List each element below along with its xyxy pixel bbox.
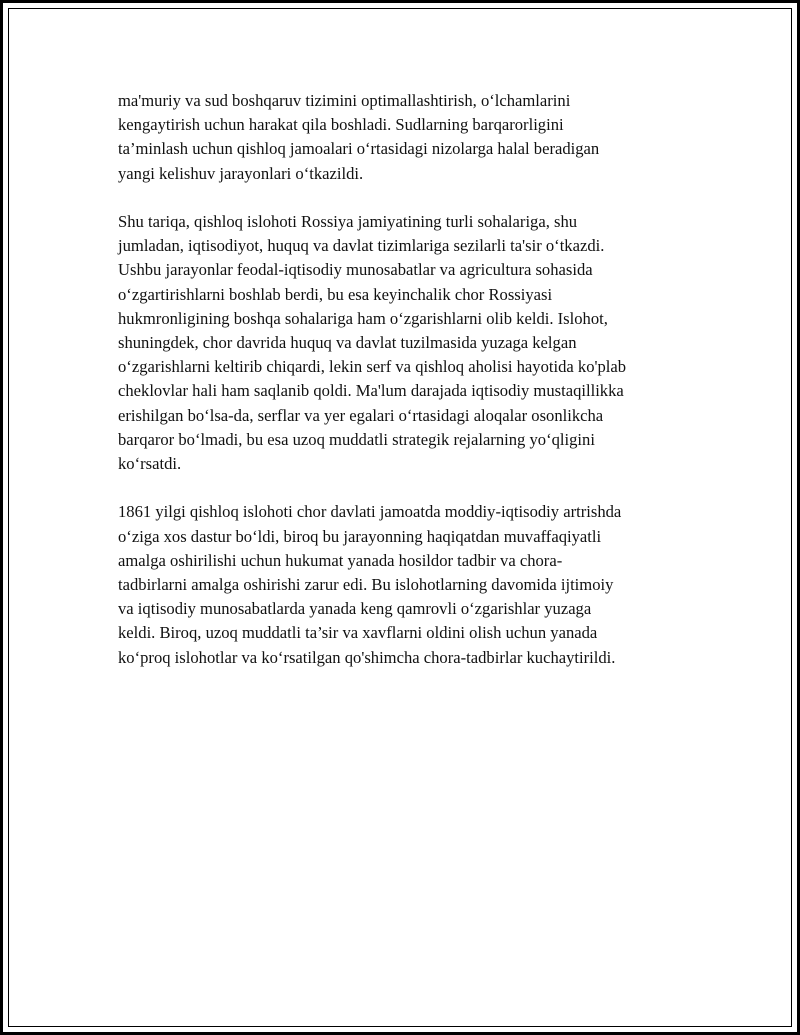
- text-line: va iqtisodiy munosabatlarda yanada keng qamrovli o‘zgarishlar yuzaga: [118, 599, 592, 619]
- text-line: yangi kelishuv jarayonlari o‘tkazildi.: [118, 163, 364, 183]
- text-line: Shu tariqa, qishloq islohoti Rossiya jamiyatining turli sohalariga, shu: [118, 212, 578, 231]
- text-line: barqaror bo‘lmadi, bu esa uzoq muddatli strategik rejalarning yo‘qligini: [118, 429, 595, 449]
- text-line: amalga oshirilishi uchun hukumat yanada hosildor tadbir va chora-: [118, 550, 563, 570]
- text-line: jumladan, iqtisodiyot, huquq va davlat tizimlariga sezilarli ta'sir o‘tkazdi.: [118, 236, 605, 256]
- text-line: erishilgan bo‘lsa-da, serflar va yer egalari o‘rtasidagi aloqalar osonlikcha: [118, 405, 604, 425]
- text-line: ta’minlash uchun qishloq jamoalari o‘rtasidagi nizolarga halal beradigan: [118, 139, 600, 159]
- text-line: tadbirlarni amalga oshirishi zarur edi. Bu islohotlarning davomida ijtimoiy: [118, 575, 614, 595]
- text-line: keldi. Biroq, uzoq muddatli ta’sir va xavflarni oldini olish uchun yanada: [118, 623, 598, 643]
- document-body: [118, 89, 698, 694]
- text-line: kengaytirish uchun harakat qila boshladi. Sudlarning barqarorligini: [118, 115, 564, 135]
- text-line: o‘ziga xos dastur bo‘ldi, biroq bu jarayonning haqiqatdan muvaffaqiyatli: [118, 526, 602, 546]
- paragraph-3: [118, 500, 698, 669]
- paragraph-2: [118, 210, 698, 476]
- text-line: o‘zgarishlarni keltirib chiqardi, lekin serf va qishloq aholisi hayotida ko'plab: [118, 357, 627, 377]
- text-line: o‘zgartirishlarni boshlab berdi, bu esa keyinchalik chor Rossiyasi: [118, 284, 553, 304]
- paragraph-1: [118, 89, 698, 186]
- text-line: ko‘proq islohotlar va ko‘rsatilgan qo'shimcha chora-tadbirlar kuchaytirildi.: [118, 647, 616, 667]
- text-line: hukmronligining boshqa sohalariga ham o‘zgarishlarni olib keldi. Islohot,: [118, 308, 608, 328]
- text-line: 1861 yilgi qishloq islohoti chor davlati jamoatda moddiy-iqtisodiy artrishda: [118, 502, 622, 522]
- text-line: ma'muriy va sud boshqaruv tizimini optimallashtirish, o‘lchamlarini: [118, 91, 571, 110]
- text-line: shuningdek, chor davrida huquq va davlat tuzilmasida yuzaga kelgan: [118, 333, 577, 353]
- text-line: cheklovlar hali ham saqlanib qoldi. Ma'lum darajada iqtisodiy mustaqillikka: [118, 381, 624, 401]
- text-line: ko‘rsatdi.: [118, 454, 182, 474]
- text-line: Ushbu jarayonlar feodal-iqtisodiy munosabatlar va agricultura sohasida: [118, 260, 593, 280]
